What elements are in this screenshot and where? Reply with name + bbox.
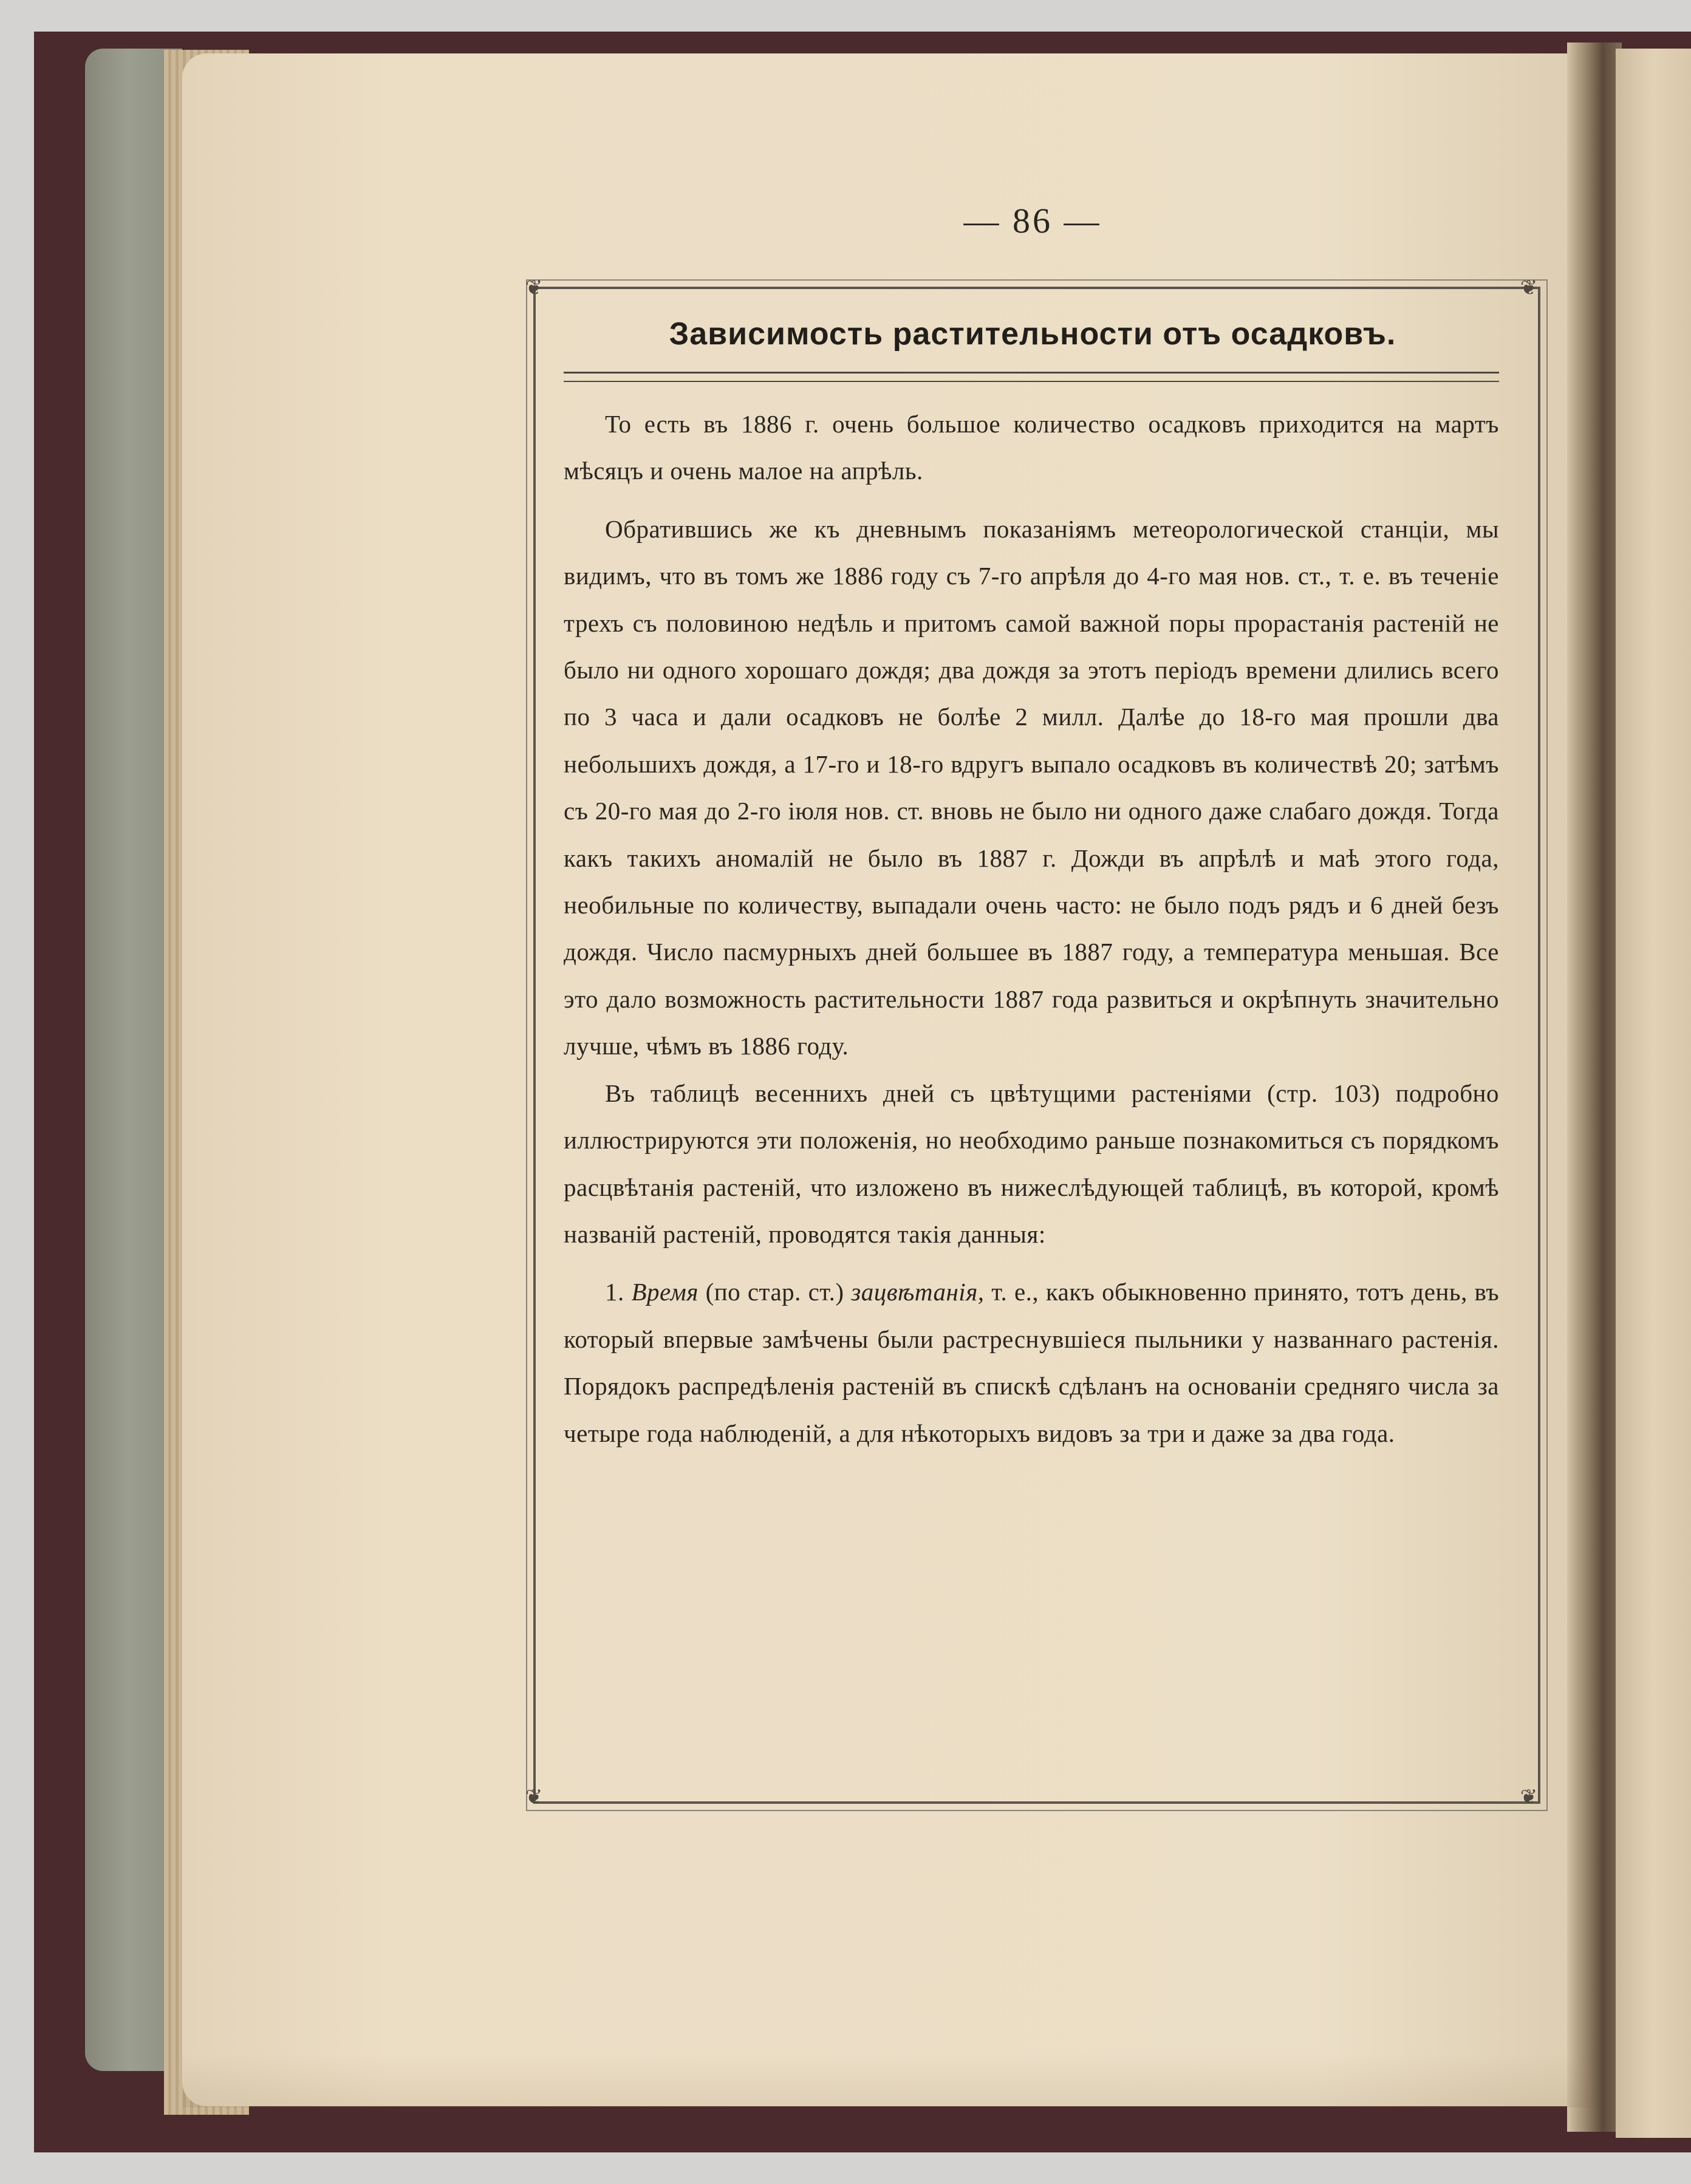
list-item-1	[564, 1269, 1499, 1457]
paragraph-2: Обратившись же къ дневнымъ показаніямъ метеорологической станціи, мы видимъ, что въ томъ же 1886 году съ 7-го апрѣля до 4-го мая нов. ст., т. е. въ теченіе трехъ съ половиною недѣль и притомъ самой важной поры прорастанія растеній не было ни одного хорошаго дождя; два дождя за этотъ періодъ времени длились всего по 3 часа и дали осадковъ не болѣе 2 милл. Далѣе до 18-го мая прошли два небольшихъ дождя, а 17-го и 18-го вдругъ выпало осадковъ въ количествѣ 20; затѣмъ съ 20-го мая до 2-го іюля нов. ст. вновь не было ни одного даже слабаго дождя. Тогда какъ такихъ аномалій не было въ 1887 г. Дожди въ апрѣлѣ и маѣ этого года, необильные по количеству, выпадали очень часто: не было подъ рядъ и 6 дней безъ дождя. Число пасмурныхъ дней большее въ 1887 году, а температура меньшая. Все это дало возможность растительности 1887 года развиться и окрѣпнуть значительно лучше, чѣмъ въ 1886 году.	[564, 514, 1499, 1060]
paragraph-3: Въ таблицѣ весеннихъ дней съ цвѣтущими растеніями (стр. 103) подробно иллюстрируются эти положенія, но необходимо раньше познакомиться съ порядкомъ расцвѣтанія растеній, что изложено въ нижеслѣдующей таблицѣ, въ которой, кромѣ названій растеній, проводятся такія данныя:	[564, 1079, 1499, 1248]
list-item-term2: зацвѣтанія,	[851, 1278, 985, 1306]
frame-ornament-bottom-right: ❦	[1520, 1785, 1538, 1809]
frame-ornament-bottom-left: ❦	[525, 1785, 543, 1809]
page-number: — 86 —	[963, 201, 1102, 241]
heading-double-rule	[564, 372, 1499, 382]
page-bottom-shade	[182, 2053, 1597, 2107]
facing-page-edge	[1616, 49, 1691, 2138]
list-item-number: 1.	[605, 1278, 624, 1306]
list-item-text: т. е., какъ обыкновенно принято, тотъ день, въ который впервые замѣчены были растреснувшіеся пыльники у названнаго растенія. Порядокъ распредѣленія растеній въ спискѣ сдѣланъ на основаніи средняго числа за четыре года наблюденій, а для нѣкоторыхъ видовъ за три и даже за два года.	[564, 1278, 1500, 1447]
frame-ornament-top-right: ❦	[1520, 276, 1538, 300]
frame-ornament-top-left: ❦	[525, 276, 543, 300]
section-heading: Зависимость растительности отъ осадковъ.	[669, 316, 1396, 352]
paragraph-1: То есть въ 1886 г. очень большое количество осадковъ приходится на мартъ мѣсяцъ и очень малое на апрѣль.	[564, 410, 1499, 485]
body-text	[564, 401, 1499, 1457]
book-gutter	[1567, 43, 1622, 2132]
list-item-paren: (по стар. ст.)	[705, 1278, 844, 1306]
list-item-term: Время	[631, 1278, 699, 1306]
